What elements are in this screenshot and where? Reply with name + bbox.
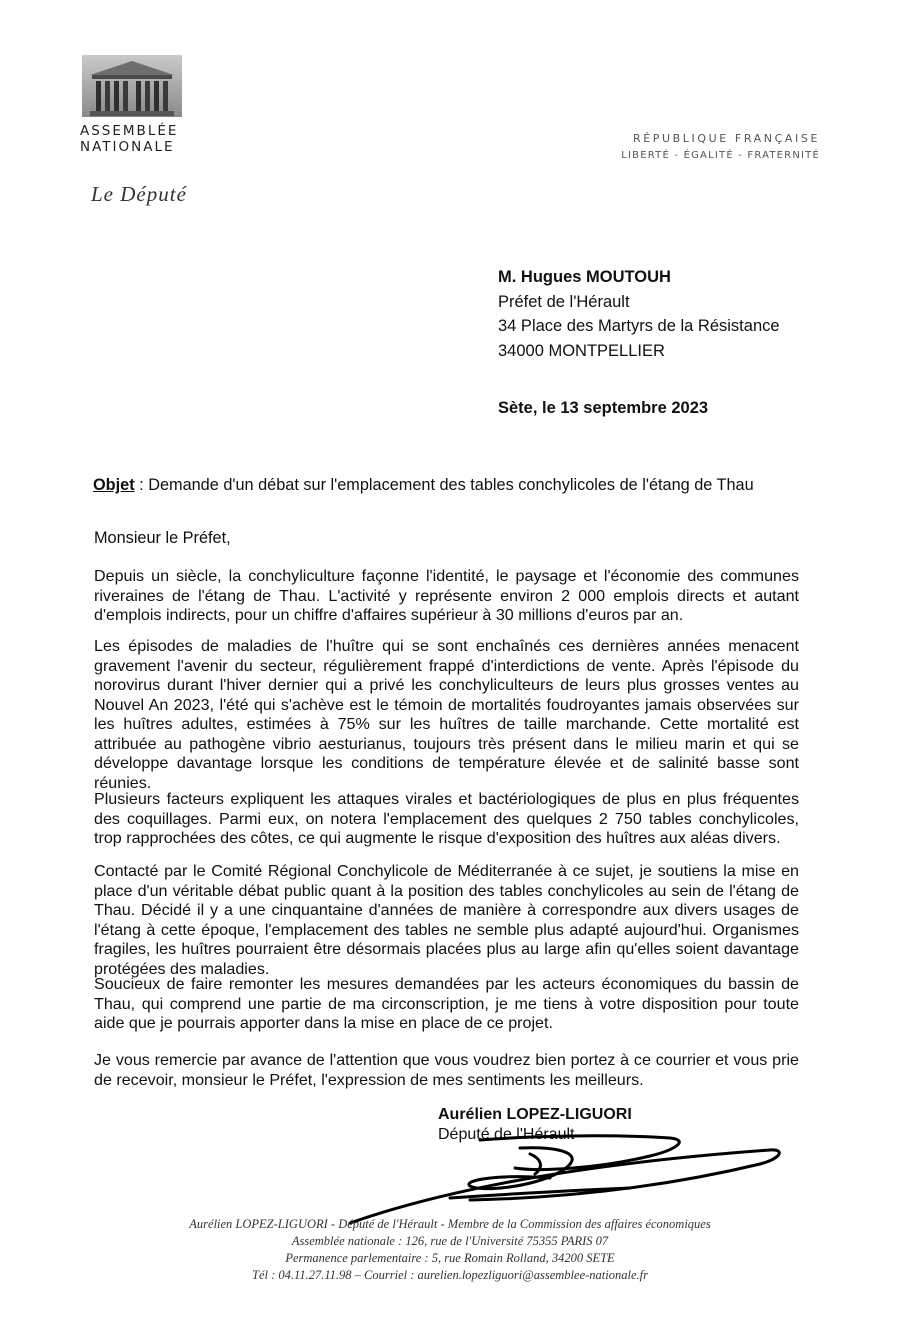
recipient-title: Préfet de l'Hérault (498, 292, 630, 311)
subject-text: : Demande d'un débat sur l'emplacement des tables conchylicoles de l'étang de Thau (134, 476, 754, 494)
recipient-address-block (498, 265, 780, 363)
letter-subject (93, 476, 803, 495)
assemblee-nationale-logo (80, 55, 210, 155)
recipient-name: M. Hugues MOUTOUH (498, 268, 671, 286)
subject-label: Objet (93, 476, 135, 494)
recipient-street: 34 Place des Martyrs de la Résistance (498, 317, 780, 335)
hemicycle-logo-icon (82, 55, 182, 117)
footer-line: Permanence parlementaire : 5, rue Romain Rolland, 34200 SETE (285, 1251, 615, 1265)
salutation: Monsieur le Préfet, (94, 529, 231, 547)
letter-date: Sète, le 13 septembre 2023 (498, 399, 709, 417)
body-paragraph: Soucieux de faire remonter les mesures demandées par les acteurs économiques du bassin de Thau, qui comprend une partie de ma circonscription, je me tiens à votre disposition pour toute aide que je pourrais apporter dans la mise en place de ce projet. (94, 975, 799, 1032)
body-paragraph: Les épisodes de maladies de l'huître qui se sont enchaînés ces dernières années menacent gravement l'avenir du secteur, régulièrement frappé d'interdictions de vente. Après l'épisode du norovirus durant l'hiver dernier qui a privé les conchyliculteurs de leurs plus grosses ventes au Nouvel An 2023, l'été qui s'achève est le témoin de mortalités foudroyantes jamais observées sur les huîtres adultes, estimées à 75% sur les huîtres de taille marchande. Cette mortalité est attribuée au pathogène vibrio aesturianus, toujours très présent dans le milieu marin et qui se développe davantage lorsque les conditions de température élevée et de salinité basse sont réunies. (94, 637, 799, 792)
body-paragraph: Depuis un siècle, la conchyliculture façonne l'identité, le paysage et l'économie des communes riveraines de l'étang de Thau. L'activité y représente environ 2 000 emplois directs et autant d'emplois indirects, pour un chiffre d'affaires supérieur à 30 millions d'euros par an. (94, 567, 799, 624)
republic-name: RÉPUBLIQUE FRANÇAISE (632, 132, 820, 145)
letter-footer (0, 1216, 900, 1284)
institution-name-line2: NATIONALE (80, 139, 175, 155)
signer-name: Aurélien LOPEZ-LIGUORI (438, 1106, 632, 1123)
recipient-city: 34000 MONTPELLIER (498, 341, 665, 360)
signer-title: Député de l'Hérault (438, 1126, 575, 1143)
republic-header (621, 130, 820, 164)
body-paragraph: Contacté par le Comité Régional Conchylicole de Méditerranée à ce sujet, je soutiens la mise en place d'un véritable débat public quant à la position des tables conchylicoles au sein de l'étang de Thau. Décidé il y a une cinquantaine d'années de manière à correspondre aux divers usages de l'étang à cette époque, l'emplacement des tables ne semble plus adapté aujourd'hui. Organismes fragiles, les huîtres pourraient être désormais placées plus au large afin qu'elles soient davantage protégées des maladies. (94, 862, 799, 978)
republic-motto: LIBERTÉ - ÉGALITÉ - FRATERNITÉ (621, 150, 820, 161)
institution-name-line1: ASSEMBLÉE (80, 123, 179, 139)
body-paragraph: Plusieurs facteurs expliquent les attaques virales et bactériologiques de plus en plus fréquentes des coquillages. Parmi eux, on notera l'emplacement des quelques 2 750 tables conchylicoles, trop rapprochées des côtes, ce qui augmente le risque d'exposition des huîtres aux aléas divers. (94, 790, 799, 847)
body-paragraph: Je vous remercie par avance de l'attention que vous voudrez bien portez à ce courrier et vous prie de recevoir, monsieur le Préfet, l'expression de mes sentiments les meilleurs. (94, 1051, 799, 1089)
footer-line: Aurélien LOPEZ-LIGUORI - Député de l'Hérault - Membre de la Commission des affaires économiques (189, 1217, 711, 1231)
office-title: Le Député (91, 182, 187, 206)
footer-line: Tél : 04.11.27.11.98 – Courriel : aurelien.lopezliguori@assemblee-nationale.fr (252, 1268, 648, 1282)
footer-line: Assemblée nationale : 126, rue de l'Université 75355 PARIS 07 (291, 1234, 609, 1248)
